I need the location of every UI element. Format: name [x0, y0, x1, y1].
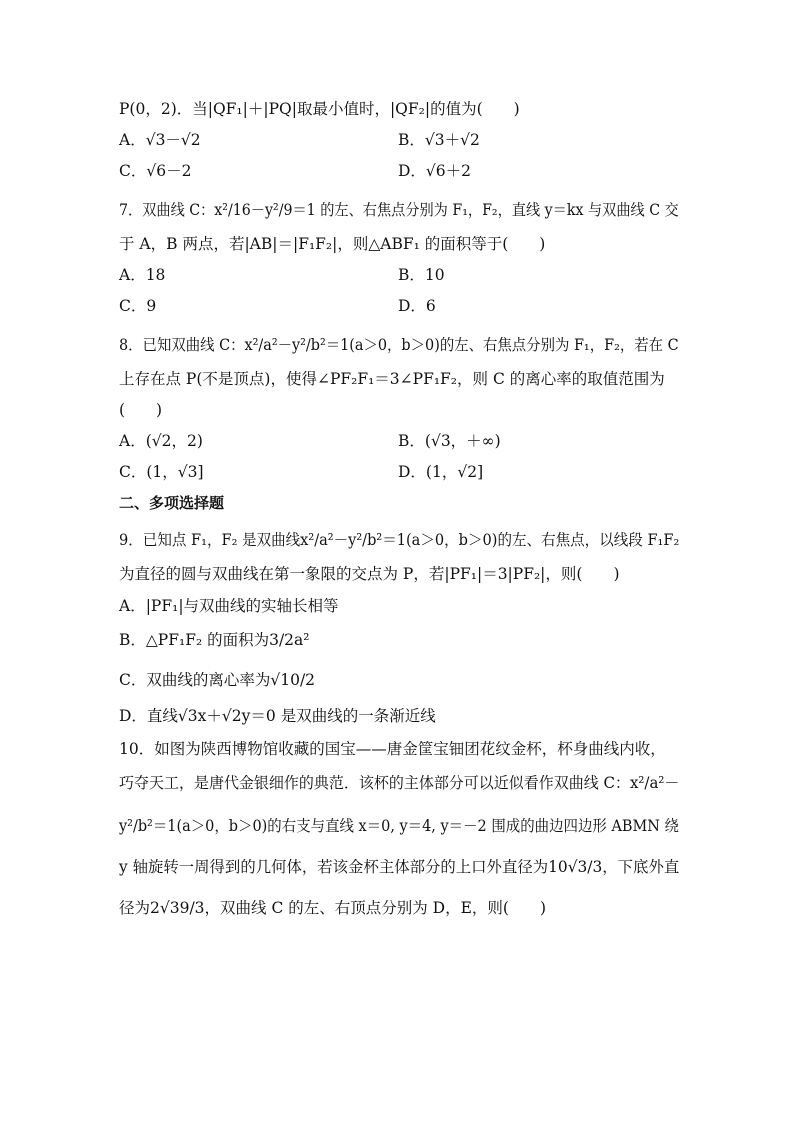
q7-option-a: A．18: [119, 266, 166, 284]
q9-option-b: B．△PF₁F₂ 的面积为3/2a²: [119, 631, 310, 649]
q10-stem-line-5: 径为2√39/3，双曲线 C 的左、右顶点分别为 D，E，则( ): [119, 899, 547, 917]
q9-stem-line-2: 为直径的圆与双曲线在第一象限的交点为 P，若|PF₁|＝3|PF₂|，则( ): [119, 565, 620, 583]
q10-stem-line-4: y 轴旋转一周得到的几何体，若该金杯主体部分的上口外直径为10√3/3，下底外直: [119, 858, 680, 876]
q8-answer-bracket: ( ): [119, 401, 163, 419]
q9-option-d: D．直线√3x＋√2y＝0 是双曲线的一条渐近线: [119, 707, 436, 725]
q6-option-b: B．√3＋√2: [398, 131, 480, 149]
q10-stem-line-2: 巧夺天工，是唐代金银细作的典范．该杯的主体部分可以近似看作双曲线 C：x²/a²－: [119, 774, 680, 792]
q7-option-d: D．6: [398, 297, 436, 315]
q8-option-a: A．(√2，2): [119, 432, 203, 450]
q9-option-c: C．双曲线的离心率为√10/2: [119, 671, 316, 689]
q8-stem-line-2: 上存在点 P(不是顶点)，使得∠PF₂F₁＝3∠PF₁F₂，则 C 的离心率的取值范围为: [119, 370, 665, 388]
q7-stem-line-2: 于 A，B 两点，若|AB|＝|F₁F₂|，则△ABF₁ 的面积等于( ): [119, 235, 546, 253]
q9-option-a: A．|PF₁|与双曲线的实轴长相等: [119, 597, 339, 615]
section-heading-multiple-choice: 二、多项选择题: [119, 494, 225, 512]
q6-option-a: A．√3－√2: [119, 131, 201, 149]
q6-option-d: D．√6＋2: [398, 162, 472, 180]
q7-option-c: C．9: [119, 297, 157, 315]
q8-option-c: C．(1，√3]: [119, 463, 204, 481]
q7-option-b: B．10: [398, 266, 445, 284]
q6-option-c: C．√6－2: [119, 162, 192, 180]
q6-stem-continued: P(0，2)．当|QF₁|＋|PQ|取最小值时，|QF₂|的值为( ): [119, 100, 520, 118]
q9-stem-line-1: 9．已知点 F₁，F₂ 是双曲线x²/a²－y²/b²＝1(a＞0，b＞0)的左、右焦点，以线段 F₁F₂: [119, 531, 680, 549]
q7-stem-line-1: 7．双曲线 C：x²/16－y²/9＝1 的左、右焦点分别为 F₁，F₂，直线 y＝kx 与双曲线 C 交: [119, 201, 679, 219]
q8-option-b: B．(√3，＋∞): [398, 432, 501, 450]
q8-stem-line-1: 8．已知双曲线 C：x²/a²－y²/b²＝1(a＞0，b＞0)的左、右焦点分别为 F₁，F₂，若在 C: [119, 336, 679, 354]
q10-stem-line-1: 10．如图为陕西博物馆收藏的国宝——唐金筐宝钿团花纹金杯，杯身曲线内收，: [119, 740, 666, 758]
q10-stem-line-3: y²/b²＝1(a＞0，b＞0)的右支与直线 x＝0, y＝4, y＝－2 围成的曲边四边形 ABMN 绕: [119, 817, 679, 835]
q8-option-d: D．(1，√2]: [398, 463, 484, 481]
